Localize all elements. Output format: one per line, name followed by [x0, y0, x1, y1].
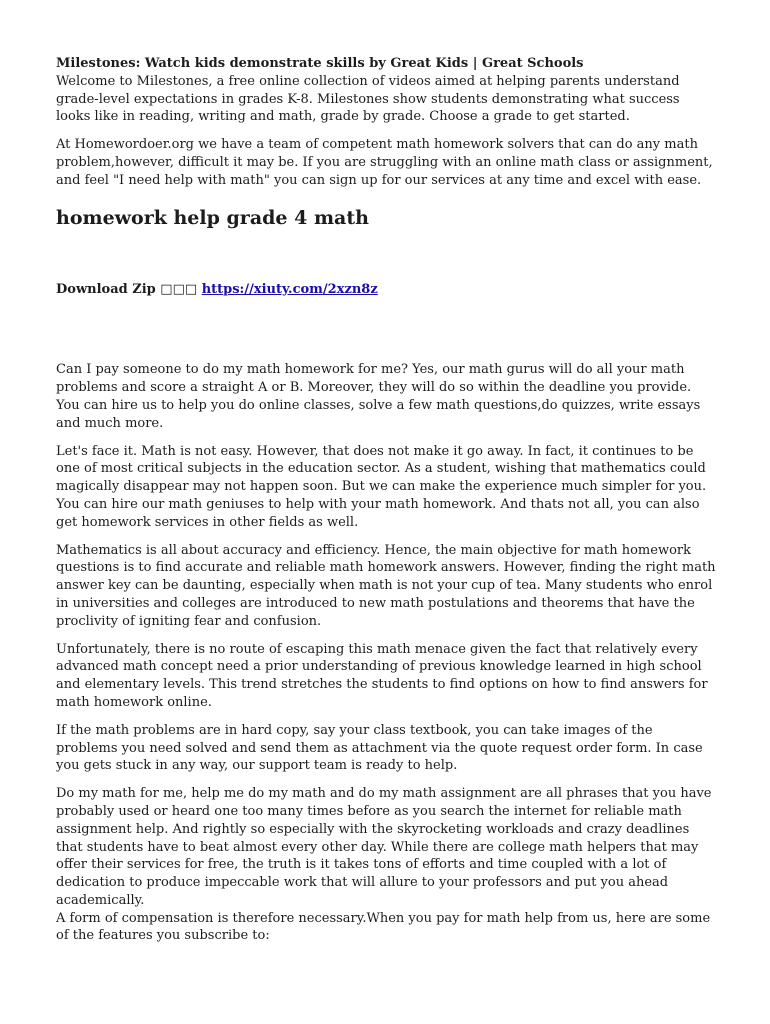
closing-paragraph: A form of compensation is therefore necessary.When you pay for math help from us, here are some of the features you subscribe to:	[56, 910, 711, 944]
body-paragraph: Do my math for me, help me do my math and do my math assignment are all phrases that you have probably used or heard one too many times before as you search the internet for reliable math assignment help. And rightly so especially with the skyrocketing workloads and crazy deadlines that students have to beat almost every other day. While there are college math helpers that may offer their services for free, the truth is it takes tons of efforts and time coupled with a lot of dedication to produce impeccable work that will allure to your professors and put you ahead academically.	[56, 786, 712, 908]
about-paragraph: At Homewordoer.org we have a team of competent math homework solvers that can do any math problem,however, difficult it may be. If you are struggling with an online math class or assignment, and feel "I need help with math" you can sign up for our services at any time and excel with ease.	[56, 137, 713, 188]
intro-paragraph: Welcome to Milestones, a free online collection of videos aimed at helping parents understand grade-level expectations in grades K-8. Milestones show students demonstrating what success looks like in reading, writing and math, grade by grade. Choose a grade to get started.	[56, 73, 680, 125]
page-heading: homework help grade 4 math	[56, 206, 369, 229]
body-paragraph: If the math problems are in hard copy, say your class textbook, you can take images of the problems you need solved and send them as attachment via the quote request order form. In case you gets stuck in any way, our support team is ready to help.	[56, 722, 703, 774]
body-paragraph: Unfortunately, there is no route of escaping this math menace given the fact that relatively every advanced math concept need a prior understanding of previous knowledge learned in high school and elementary levels. This trend stretches the students to find options on how to find answers for math homework online.	[56, 641, 708, 710]
download-link[interactable]: https://xiuty.com/2xzn8z	[201, 281, 378, 297]
download-line	[56, 281, 716, 299]
source-title: Milestones: Watch kids demonstrate skills by Great Kids | Great Schools	[56, 56, 584, 71]
body-paragraph: Let's face it. Math is not easy. However, that does not make it go away. In fact, it continues to be one of most critical subjects in the education sector. As a student, wishing that mathematics could magically disappear may not happen soon. But we can make the experience much simpler for you. You can hire our math geniuses to help with your math homework. And thats not all, you can also get homework services in other fields as well.	[56, 443, 707, 530]
body-paragraph: Mathematics is all about accuracy and efficiency. Hence, the main objective for math homework questions is to find accurate and reliable math homework answers. However, finding the right math answer key can be daunting, especially when math is not your cup of tea. Many students who enrol in universities and colleges are introduced to new math postulations and theorems that have the proclivity of igniting fear and confusion.	[56, 542, 716, 629]
arrow-glyphs-icon: □□□	[160, 281, 198, 297]
document-page	[56, 55, 716, 945]
body-paragraph: Can I pay someone to do my math homework for me? Yes, our math gurus will do all your math problems and score a straight A or B. Moreover, they will do so within the deadline you provide. You can hire us to help you do online classes, solve a few math questions,do quizzes, write essays and much more.	[56, 362, 701, 431]
download-label: Download Zip	[56, 281, 156, 297]
